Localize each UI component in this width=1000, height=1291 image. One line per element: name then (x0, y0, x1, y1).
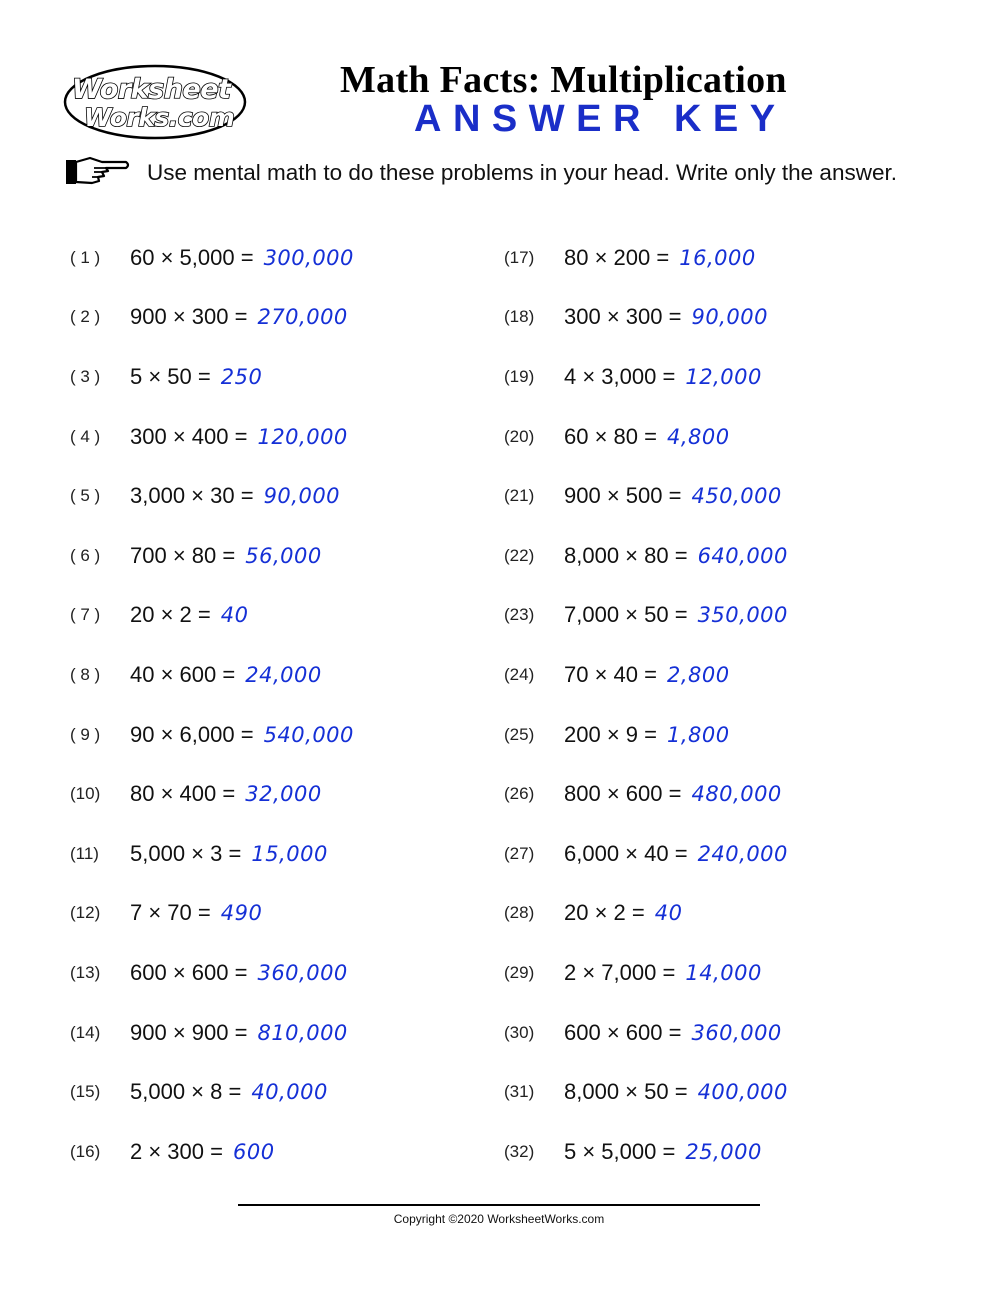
problem-number: ( 2 ) (70, 307, 101, 327)
problem-item (70, 1003, 470, 1063)
problem-item (504, 645, 904, 705)
problem-answer: 32,000 (245, 782, 322, 807)
problem-number: ( 3 ) (70, 366, 101, 386)
problem-expression: 90 × 6,000 = (130, 721, 254, 747)
problem-item (504, 407, 904, 467)
problem-number: (29) (504, 962, 535, 982)
problem-item (70, 884, 470, 944)
problem-number: (12) (70, 903, 101, 923)
problem-item (70, 526, 470, 586)
problem-number: (28) (504, 903, 535, 923)
problem-number: (13) (70, 962, 101, 982)
problem-expression: 7 × 70 = (130, 900, 211, 926)
problem-answer: 810,000 (257, 1020, 348, 1045)
problem-expression: 900 × 900 = (130, 1019, 248, 1045)
problem-expression: 20 × 2 = (564, 900, 645, 926)
problem-answer: 400,000 (697, 1080, 788, 1105)
problem-number: (18) (504, 307, 535, 327)
copyright-text: Copyright ©2020 WorksheetWorks.com (393, 1212, 605, 1226)
problem-answer: 250 (220, 364, 263, 389)
problem-number: (26) (504, 784, 535, 804)
problem-number: (16) (70, 1141, 101, 1161)
footer-divider (238, 1204, 760, 1206)
problem-number: (30) (504, 1022, 535, 1042)
problem-item (70, 943, 470, 1003)
problem-answer: 450,000 (691, 484, 782, 509)
problem-expression: 6,000 × 40 = (564, 840, 688, 866)
problem-expression: 900 × 500 = (564, 483, 682, 509)
problem-answer: 360,000 (257, 960, 348, 985)
problem-expression: 300 × 400 = (130, 423, 248, 449)
problem-expression: 5 × 5,000 = (564, 1138, 676, 1164)
problem-item (504, 288, 904, 348)
problem-answer: 4,800 (666, 424, 730, 449)
problem-answer: 40,000 (251, 1080, 328, 1105)
problem-answer: 40 (220, 603, 249, 628)
problem-number: (25) (504, 724, 535, 744)
problem-number: ( 4 ) (70, 426, 101, 446)
problem-item (70, 1062, 470, 1122)
pointing-hand-icon (64, 152, 130, 188)
problem-expression: 800 × 600 = (564, 781, 682, 807)
problem-expression: 60 × 80 = (564, 423, 657, 449)
problem-answer: 540,000 (263, 722, 354, 747)
problem-item (504, 824, 904, 884)
problem-answer: 15,000 (251, 841, 328, 866)
instructions-text: Use mental math to do these problems in your head. Write only the answer. (147, 160, 897, 185)
problem-expression: 600 × 600 = (130, 959, 248, 985)
problem-item (504, 1122, 904, 1182)
problem-answer: 56,000 (245, 543, 322, 568)
problem-item (70, 288, 470, 348)
problem-answer: 90,000 (691, 305, 768, 330)
problem-answer: 12,000 (685, 364, 762, 389)
problem-expression: 5,000 × 3 = (130, 840, 242, 866)
problem-number: (15) (70, 1082, 101, 1102)
problem-expression: 8,000 × 80 = (564, 542, 688, 568)
problem-number: ( 7 ) (70, 605, 101, 625)
problem-answer: 480,000 (691, 782, 782, 807)
problem-item (70, 1122, 470, 1182)
answer-key-label: ANSWER KEY (414, 98, 787, 140)
worksheetworks-logo (62, 62, 248, 142)
problem-answer: 300,000 (263, 245, 354, 270)
problems-column-left (70, 228, 470, 1182)
problem-item (504, 705, 904, 765)
problem-expression: 300 × 300 = (564, 304, 682, 330)
problem-number: ( 1 ) (70, 247, 101, 267)
problem-item (70, 586, 470, 646)
problem-answer: 25,000 (685, 1139, 762, 1164)
problem-item (70, 705, 470, 765)
problem-answer: 240,000 (697, 841, 788, 866)
problem-answer: 90,000 (263, 484, 341, 509)
problem-item (504, 347, 904, 407)
problem-expression: 5 × 50 = (130, 363, 211, 389)
problem-expression: 4 × 3,000 = (564, 363, 676, 389)
problem-expression: 5,000 × 8 = (130, 1079, 242, 1105)
problem-number: (32) (504, 1141, 535, 1161)
problem-number: (14) (70, 1022, 101, 1042)
problem-answer: 2,800 (666, 662, 730, 687)
problem-expression: 40 × 600 = (130, 661, 236, 687)
problem-answer: 1,800 (666, 722, 730, 747)
problem-number: (19) (504, 366, 535, 386)
problem-expression: 2 × 300 = (130, 1138, 223, 1164)
problem-item (504, 228, 904, 288)
problem-expression: 60 × 5,000 = (130, 244, 254, 270)
problem-answer: 350,000 (697, 603, 788, 628)
problem-item (504, 943, 904, 1003)
problem-expression: 700 × 80 = (130, 542, 236, 568)
problem-answer: 360,000 (691, 1020, 782, 1045)
problem-number: ( 6 ) (70, 545, 101, 565)
problem-number: (11) (70, 843, 99, 863)
problem-answer: 120,000 (257, 424, 348, 449)
problem-item (70, 466, 470, 526)
problem-number: (22) (504, 545, 535, 565)
problem-item (504, 586, 904, 646)
problem-item (70, 764, 470, 824)
problem-item (504, 1003, 904, 1063)
problem-answer: 490 (220, 901, 263, 926)
problem-number: (21) (504, 486, 535, 506)
logo-line2: Works.com (84, 103, 235, 132)
problem-item (504, 1062, 904, 1122)
problem-number: ( 8 ) (70, 664, 101, 684)
problem-expression: 900 × 300 = (130, 304, 248, 330)
problem-answer: 40 (654, 901, 683, 926)
problem-expression: 80 × 200 = (564, 244, 670, 270)
problem-item (504, 884, 904, 944)
problem-item (70, 645, 470, 705)
problem-item (70, 407, 470, 467)
problems-column-right (504, 228, 904, 1182)
problem-answer: 24,000 (245, 662, 322, 687)
problem-number: (10) (70, 784, 101, 804)
problem-number: (23) (504, 605, 535, 625)
problem-item (504, 764, 904, 824)
problem-answer: 640,000 (697, 543, 788, 568)
problem-number: (24) (504, 664, 535, 684)
problem-item (70, 824, 470, 884)
problem-item (70, 347, 470, 407)
problem-expression: 7,000 × 50 = (564, 602, 688, 628)
problem-expression: 2 × 7,000 = (564, 959, 676, 985)
problem-expression: 600 × 600 = (564, 1019, 682, 1045)
problem-answer: 600 (232, 1139, 275, 1164)
logo-line1: Worksheet (72, 74, 231, 105)
problem-answer: 14,000 (685, 960, 762, 985)
problem-expression: 70 × 40 = (564, 661, 657, 687)
problem-item (504, 466, 904, 526)
problem-number: (31) (504, 1082, 535, 1102)
problem-number: (17) (504, 247, 535, 267)
page-title: Math Facts: Multiplication (340, 59, 787, 101)
problem-number: ( 9 ) (70, 724, 101, 744)
problem-item (504, 526, 904, 586)
problem-number: (27) (504, 843, 535, 863)
problem-expression: 20 × 2 = (130, 602, 211, 628)
problem-expression: 80 × 400 = (130, 781, 236, 807)
problem-expression: 3,000 × 30 = (130, 483, 254, 509)
problem-answer: 270,000 (257, 305, 348, 330)
problem-item (70, 228, 470, 288)
problem-expression: 200 × 9 = (564, 721, 657, 747)
problem-answer: 16,000 (679, 245, 756, 270)
problem-number: (20) (504, 426, 535, 446)
problem-number: ( 5 ) (70, 486, 101, 506)
problem-expression: 8,000 × 50 = (564, 1079, 688, 1105)
